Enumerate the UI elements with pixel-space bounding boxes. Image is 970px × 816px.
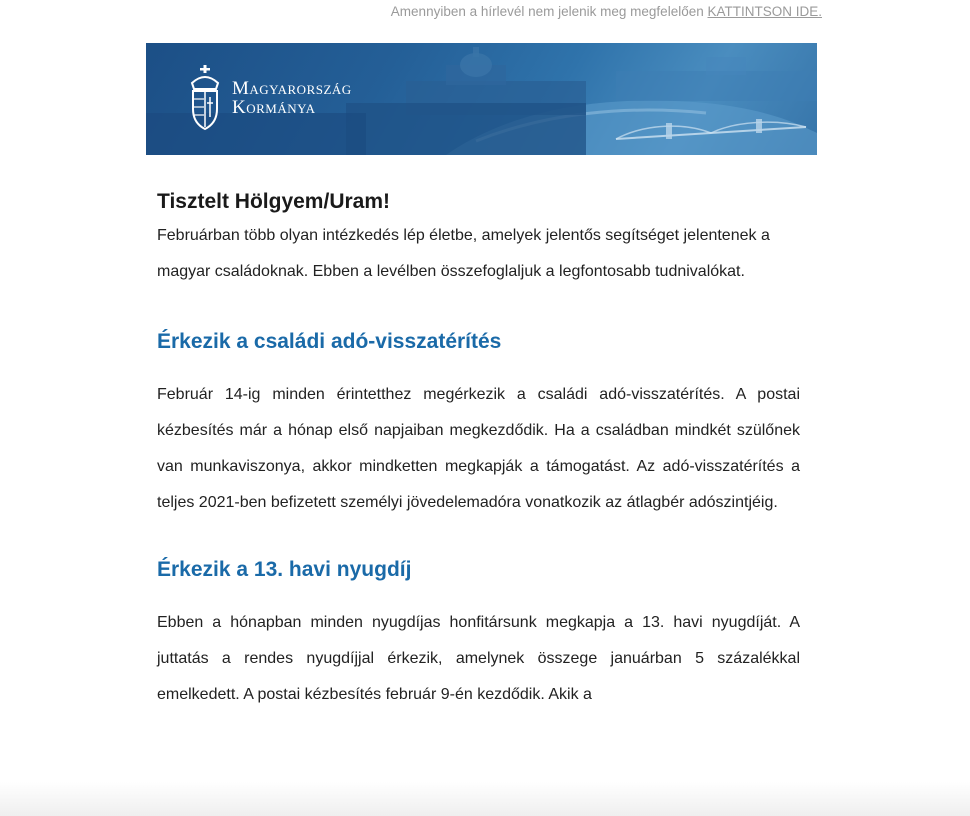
government-logo [188,65,352,131]
greeting: Tisztelt Hölgyem/Uram! [157,190,390,213]
newsletter-body [157,190,800,713]
view-online-link[interactable]: KATTINTSON IDE. [707,4,822,19]
brand-line-2: Kormánya [232,97,316,118]
section-title-tax-refund: Érkezik a családi adó-visszatérítés [157,330,502,353]
brand-name [232,79,352,117]
section-body-pension: Ebben a hónapban minden nyugdíjas honfitársunk megkapja a 13. havi nyugdíját. A juttatás a rendes nyugdíjjal érkezik, amelynek összege januárban 5 százalékkal emelkedett. A postai kézbesítés február 9-én kezdődik. Akik a [157,614,800,703]
intro-paragraph: Februárban több olyan intézkedés lép életbe, amelyek jelentős segítséget jelentenek a magyar családoknak. Ebben a levélben összefoglaljuk a legfontosabb tudnivalókat. [157,227,770,280]
preheader [391,4,822,19]
section-title-pension: Érkezik a 13. havi nyugdíj [157,558,412,581]
coat-of-arms-icon [188,65,222,131]
preheader-text: Amennyiben a hírlevél nem jelenik meg megfelelően [390,4,708,19]
header-banner [146,43,817,155]
bottom-fade [0,782,970,816]
brand-line-1: Magyarország [232,78,352,99]
section-body-tax-refund: Február 14-ig minden érintetthez megérkezik a családi adó-visszatérítés. A postai kézbesítés már a hónap első napjaiban megkezdődik. Ha a családban mindkét szülőnek van munkaviszonya, akkor mindketten megkapják a támogatást. Az adó-visszatérítés a teljes 2021-ben befizetett személyi jövedelemadóra vonatkozik az átlagbér adószintjéig. [157,386,800,511]
